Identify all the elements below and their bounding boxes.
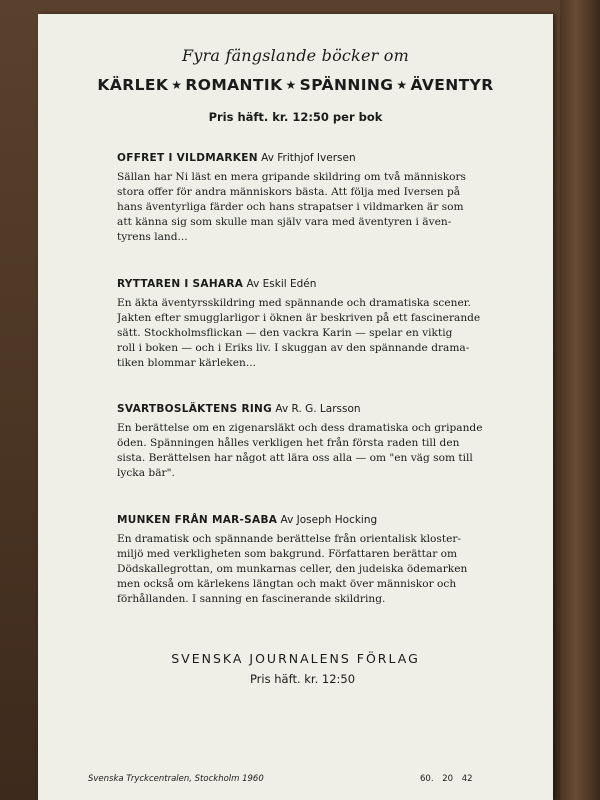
book-heading [117,403,517,415]
book-entry [117,403,517,481]
book-heading [117,152,517,164]
book-author: Av Joseph Hocking [280,514,378,526]
description-line: Jakten efter smugglarligor i öknen är beskriven på ett fascinerande [117,312,481,324]
genre-romantik: ROMANTIK [185,76,283,94]
star-icon: ★ [171,78,183,92]
cover-content [38,14,553,800]
description-line: öden. Spänningen hålles verkligen het från första raden till den [117,437,460,449]
tagline: Fyra fängslande böcker om [182,46,409,65]
description-line: En äkta äventyrsskildring med spännande och dramatiska scener. [117,297,471,309]
book-description [117,170,517,245]
book-heading [117,514,517,526]
description-line: lycka bär". [117,467,175,479]
description-line: En berättelse om en zigenarsläkt och dess dramatiska och gripande [117,422,483,434]
book-entry [117,514,517,607]
book-author: Av R. G. Larsson [275,403,361,415]
price-per-book: Pris häft. kr. 12:50 per bok [208,110,383,124]
description-line: förhållanden. I sanning en fascinerande skildring. [117,593,386,605]
book-back-cover [38,14,553,800]
publisher-name: SVENSKA JOURNALENS FÖRLAG [171,651,420,666]
book-title: MUNKEN FRÅN MAR-SABA [117,514,278,526]
book-description [117,532,517,607]
star-icon: ★ [396,78,408,92]
book-title: OFFRET I VILDMARKEN [117,152,258,164]
star-icon: ★ [285,78,297,92]
description-line: tiken blommar kärleken... [117,357,256,369]
genre-karlek: KÄRLEK [97,76,169,94]
book-author: Av Frithjof Iversen [261,152,356,164]
book-description [117,296,517,371]
description-line: Dödskallegrottan, om munkarnas celler, den judeiska ödemarken [117,563,468,575]
book-entry [117,152,517,245]
book-heading [117,278,517,290]
table-surface [560,0,600,800]
description-line: stora offer för andra människors bästa. Att följa med Iversen på [117,186,461,198]
description-line: hans äventyrliga färder och hans strapatser i vildmarken är som [117,201,464,213]
description-line: sista. Berättelsen har något att lära oss alla — om "en väg som till [117,452,473,464]
book-title: RYTTAREN I SAHARA [117,278,244,290]
genre-line [38,76,553,94]
genre-aventyr: ÄVENTYR [410,76,494,94]
book-author: Av Eskil Edén [246,278,317,290]
book-title: SVARTBOSLÄKTENS RING [117,403,273,415]
description-line: men också om kärlekens längtan och makt över människor och [117,578,457,590]
description-line: En dramatisk och spännande berättelse från orientalisk kloster- [117,533,462,545]
description-line: miljö med verkligheten som bakgrund. Författaren berättar om [117,548,458,560]
book-description [117,421,517,481]
print-code: 60. 20 42 [420,774,473,784]
price-footer: Pris häft. kr. 12:50 [249,672,356,686]
description-line: roll i boken — och i Eriks liv. I skuggan av den spännande drama- [117,342,470,354]
description-line: tyrens land... [117,231,188,243]
genre-spanning: SPÄNNING [299,76,394,94]
description-line: sätt. Stockholmsflickan — den vackra Karin — spelar en viktig [117,327,453,339]
description-line: Sällan har Ni läst en mera gripande skildring om två människors [117,171,466,183]
description-line: att känna sig som skulle man själv vara med äventyren i även- [117,216,452,228]
printer-imprint: Svenska Tryckcentralen, Stockholm 1960 [88,774,264,784]
book-entry [117,278,517,371]
